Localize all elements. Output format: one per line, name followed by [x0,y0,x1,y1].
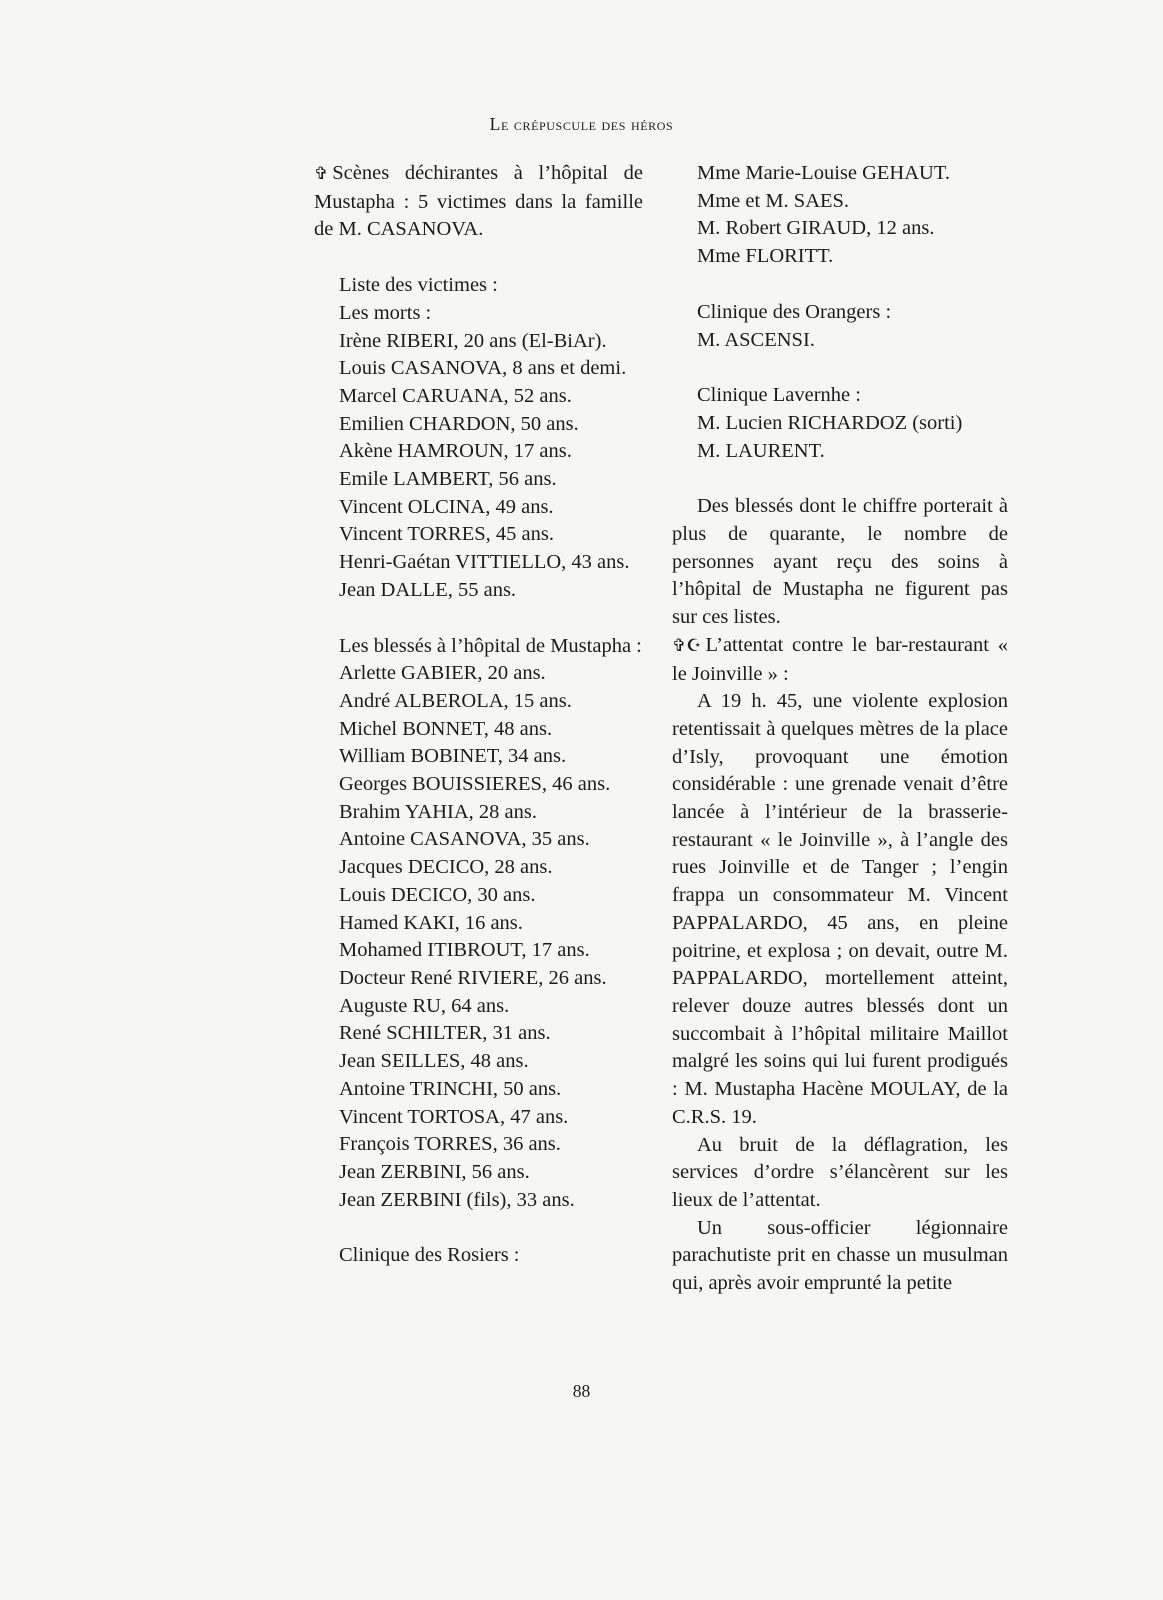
left-paragraph [314,300,643,328]
left-paragraph [314,1076,643,1104]
left-paragraph [314,633,643,661]
left-text: Vincent OLCINA, 49 ans. [339,495,554,518]
left-text: Antoine CASANOVA, 35 ans. [339,828,590,851]
left-paragraph [314,577,643,605]
right-paragraph [672,493,1008,632]
right-paragraph [672,160,1008,188]
right-paragraph [672,438,1008,466]
right-text: Clinique Lavernhe : [697,384,861,407]
right-text: M. LAURENT. [697,439,825,462]
right-text: L’attentat contre le bar-restaurant « le Joinville » : [672,633,1008,685]
right-column [672,160,1008,1298]
left-text: Akène HAMROUN, 17 ans. [339,440,572,463]
left-paragraph [314,1131,643,1159]
left-text: Marcel CARUANA, 52 ans. [339,384,572,407]
right-paragraph [672,410,1008,438]
left-text: Les morts : [339,301,432,324]
right-text: M. ASCENSI. [697,328,815,351]
left-text: Emilien CHARDON, 50 ans. [339,412,579,435]
left-text: Scènes déchirantes à l’hôpital de Mustapha : 5 victimes dans la famille de M. CASANOVA. [314,162,643,241]
right-text: Mme FLORITT. [697,245,834,268]
left-text: René SCHILTER, 31 ans. [339,1022,551,1045]
left-paragraph [314,771,643,799]
left-paragraph [314,937,643,965]
left-paragraph [314,383,643,411]
right-text: Un sous-officier légionnaire parachutiste prit en chasse un musulman qui, après avoir emprunté la petite [672,1216,1008,1295]
left-paragraph [314,438,643,466]
left-text: Louis DECICO, 30 ans. [339,883,536,906]
right-paragraph [672,688,1008,1131]
left-paragraph [314,466,643,494]
left-paragraph [314,1242,643,1270]
left-text: Auguste RU, 64 ans. [339,994,510,1017]
left-text: William BOBINET, 34 ans. [339,745,567,768]
cross-icon: ✞☪ [672,635,702,656]
right-text: M. Lucien RICHARDOZ (sorti) [697,411,963,434]
left-text: Mohamed ITIBROUT, 17 ans. [339,939,590,962]
left-text: Liste des victimes : [339,274,498,297]
left-paragraph [314,521,643,549]
left-paragraph [314,688,643,716]
left-text: Irène RIBERI, 20 ans (El-BiAr). [339,329,607,352]
right-paragraph [672,215,1008,243]
left-paragraph [314,799,643,827]
cross-icon: ✞ [314,164,329,184]
left-text: Vincent TORRES, 45 ans. [339,523,554,546]
left-text: Hamed KAKI, 16 ans. [339,911,523,934]
left-paragraph [314,993,643,1021]
left-paragraph [314,1159,643,1187]
left-text: Jean DALLE, 55 ans. [339,578,517,601]
left-paragraph [314,910,643,938]
left-text: Henri-Gaétan VITTIELLO, 43 ans. [339,551,630,574]
left-paragraph [314,854,643,882]
left-text: Georges BOUISSIERES, 46 ans. [339,773,611,796]
left-paragraph [314,355,643,383]
left-text: Vincent TORTOSA, 47 ans. [339,1105,569,1128]
left-paragraph [314,826,643,854]
page-number: 88 [572,1381,591,1401]
left-paragraph [314,1020,643,1048]
left-text: Louis CASANOVA, 8 ans et demi. [339,357,627,380]
left-text: Jean SEILLES, 48 ans. [339,1050,529,1073]
left-text: Arlette GABIER, 20 ans. [339,662,546,685]
right-text: Mme Marie-Louise GEHAUT. [697,162,950,184]
left-paragraph [314,272,643,300]
left-text: Les blessés à l’hôpital de Mustapha : [339,634,642,657]
left-text: Brahim YAHIA, 28 ans. [339,800,537,823]
left-text: Jean ZERBINI (fils), 33 ans. [339,1188,575,1211]
right-text: Clinique des Orangers : [697,300,892,323]
right-paragraph [672,632,1008,688]
right-paragraph [672,1132,1008,1215]
right-paragraph [672,382,1008,410]
left-text: Jacques DECICO, 28 ans. [339,856,553,879]
right-paragraph [672,327,1008,355]
right-text: Des blessés dont le chiffre porterait à plus de quarante, le nombre de personnes ayant reçu des soins à l’hôpital de Mustapha ne figurent pas sur ces listes. [672,495,1008,629]
left-paragraph [314,328,643,356]
left-paragraph [314,965,643,993]
left-paragraph [314,1048,643,1076]
right-paragraph [672,299,1008,327]
left-text: Jean ZERBINI, 56 ans. [339,1160,530,1183]
left-paragraph [314,160,643,244]
right-paragraph [672,243,1008,271]
left-text: Antoine TRINCHI, 50 ans. [339,1077,562,1100]
left-paragraph [314,743,643,771]
left-column [314,160,643,1270]
left-text: Clinique des Rosiers : [339,1244,520,1267]
right-text: A 19 h. 45, une violente explosion retentissait à quelques mètres de la place d’Isly, provoquant une émotion considérable : une grenade venait d’être lancée à l’intérieur de la brasserie-restaurant « le Joinville », à l’angle des rues Joinville et de Tanger ; l’engin frappa un consommateur M. Vincent PAPPALARDO, 45 ans, en pleine poitrine, et explosa ; on devait, outre M. PAPPALARDO, mortellement atteint, relever douze autres blessés dont un succombait à l’hôpital militaire Maillot malgré les soins qui lui furent prodigués : M. Mustapha Hacène MOULAY, de la C.R.S. 19. [672,690,1008,1128]
left-paragraph [314,882,643,910]
left-paragraph [314,660,643,688]
left-text: François TORRES, 36 ans. [339,1133,561,1156]
left-paragraph [314,1104,643,1132]
left-text: André ALBEROLA, 15 ans. [339,689,572,712]
right-text: M. Robert GIRAUD, 12 ans. [697,217,935,240]
left-paragraph [314,716,643,744]
right-text: Mme et M. SAES. [697,189,850,212]
right-paragraph [672,1215,1008,1298]
left-paragraph [314,411,643,439]
left-paragraph [314,549,643,577]
left-paragraph [314,1187,643,1215]
right-text: Au bruit de la déflagration, les services d’ordre s’élancèrent sur les lieux de l’attentat. [672,1133,1008,1211]
left-text: Docteur René RIVIERE, 26 ans. [339,966,607,989]
running-head: Le crépuscule des héros [489,114,674,134]
right-paragraph [672,188,1008,216]
left-text: Michel BONNET, 48 ans. [339,717,553,740]
left-text: Emile LAMBERT, 56 ans. [339,468,557,491]
left-paragraph [314,494,643,522]
